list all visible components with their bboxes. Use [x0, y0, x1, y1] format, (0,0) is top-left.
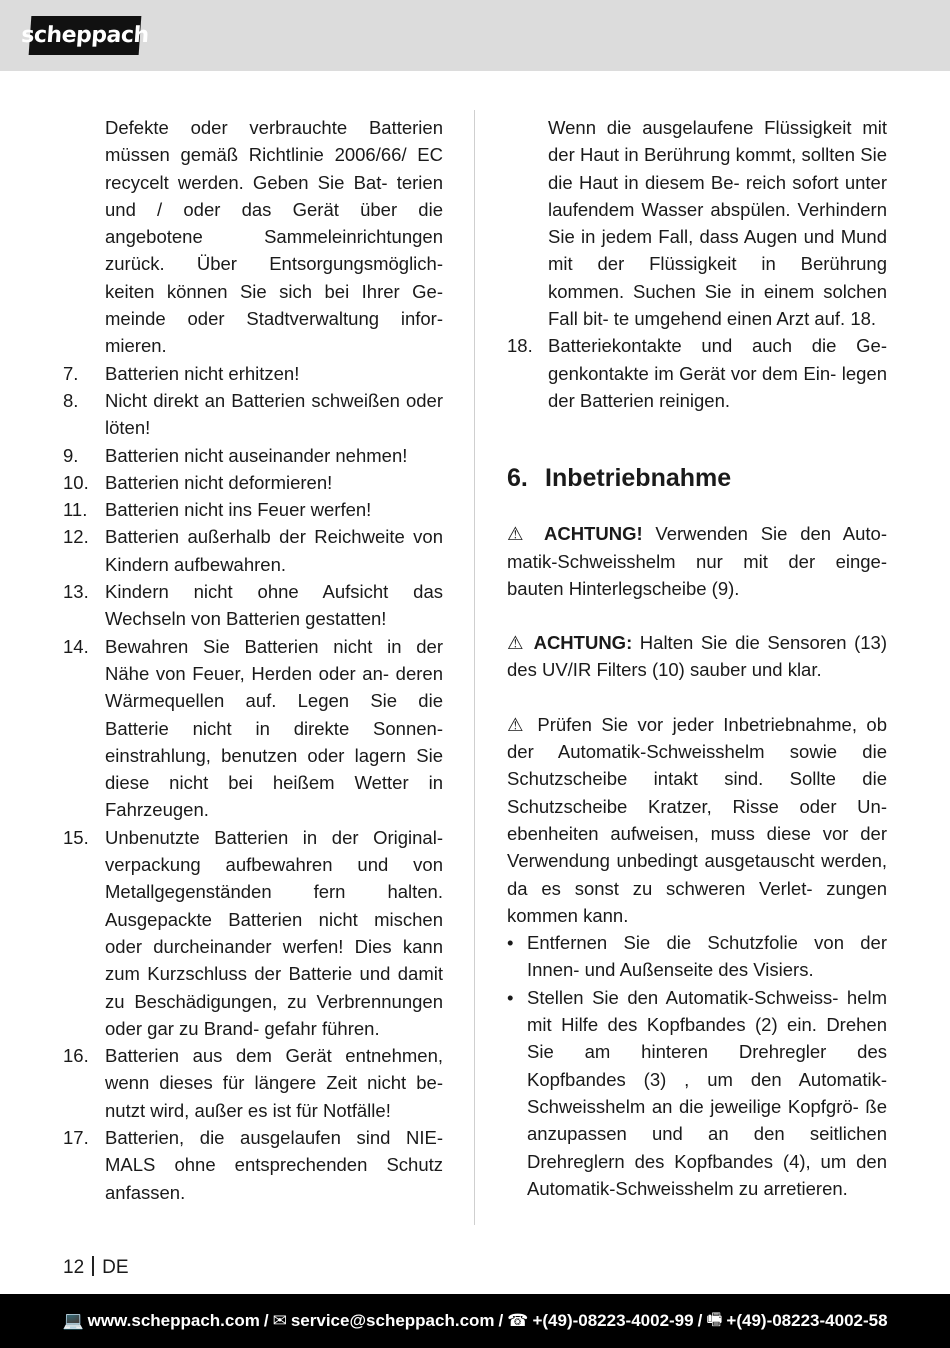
bullet-item — [507, 929, 887, 984]
phone-icon: ☎ — [507, 1311, 529, 1330]
scheppach-logo: scheppach — [29, 16, 142, 55]
item-number: 7. — [63, 362, 79, 384]
item-text: Batterien nicht auseinander nehmen! — [105, 444, 408, 466]
language-code: DE — [102, 1257, 129, 1278]
item-number: 15. — [63, 826, 89, 848]
list-item — [63, 442, 443, 469]
email-link[interactable]: service@scheppach.com — [290, 1311, 495, 1330]
bullet-icon: • — [507, 986, 514, 1008]
separator: / — [263, 1311, 269, 1330]
warning-text: Verwenden Sie den Auto- matik-Schweisshelm nur mit der einge- bauten Hinterlegscheibe (9). — [507, 523, 888, 599]
item-number: 17. — [63, 1126, 89, 1148]
left-column — [63, 114, 443, 1206]
bullet-icon: • — [507, 932, 514, 954]
contact-bar — [0, 1294, 950, 1348]
fax-number: +(49)-08223-4002-58 — [726, 1311, 888, 1330]
warning-triangle-icon: ⚠ — [507, 713, 528, 735]
list-item — [63, 469, 443, 496]
warning-paragraph-3 — [507, 711, 887, 929]
item-number: 13. — [63, 581, 89, 603]
list-item — [63, 496, 443, 523]
list-item — [63, 1124, 443, 1206]
item-number: 18. — [507, 335, 533, 357]
separator: / — [498, 1311, 504, 1330]
item-number: 12. — [63, 526, 89, 548]
item-number: 9. — [63, 444, 79, 466]
column-divider — [474, 110, 475, 1225]
item-text: Bewahren Sie Batterien nicht in der Nähe von Feuer, Herden oder an- deren Wärmequellen auf. Legen Sie die Batterie nicht in direkte Sonnen- einstrahlung, benutzen oder lagern Sie diese nicht bei heißem Wetter in Fahrzeugen. — [105, 635, 443, 821]
item-text: Batterien, die ausgelaufen sind NIE- MALS ohne entsprechenden Schutz anfassen. — [105, 1126, 443, 1203]
page-separator — [92, 1256, 94, 1276]
list-item — [63, 578, 443, 633]
warning-triangle-icon: ⚠ — [507, 523, 532, 545]
bullet-item — [507, 984, 887, 1202]
right-column — [507, 114, 887, 1202]
item-number: 14. — [63, 635, 89, 657]
item-text: Batterien aus dem Gerät entnehmen, wenn dieses für längere Zeit nicht be- nutzt wird, außer es ist für Notfälle! — [105, 1045, 443, 1121]
item-text: Batterien außerhalb der Reichweite von Kindern aufbewahren. — [105, 526, 443, 575]
warning-text: Prüfen Sie vor jeder Inbetriebnahme, ob der Automatik-Schweisshelm sowie die Schutzscheibe intakt sind. Sollte die Schutzscheibe Kratzer, Risse oder Un- ebenheiten aufweisen, muss diese vor der Verwendung unbedingt ausgetauscht werden, da es sonst zu schweren Verlet- zungen kommen kann. — [507, 713, 887, 926]
item-text: Batterien nicht erhitzen! — [105, 362, 300, 384]
website-link[interactable]: www.scheppach.com — [87, 1311, 260, 1330]
list-item — [63, 824, 443, 1042]
phone-number: +(49)-08223-4002-99 — [532, 1311, 694, 1330]
list-item — [63, 633, 443, 824]
section-number: 6. — [507, 464, 528, 493]
section-heading — [507, 462, 887, 494]
bullet-text: Stellen Sie den Automatik-Schweiss- helm mit Hilfe des Kopfbandes (2) ein. Drehen Sie am hinteren Drehregler des Kopfbandes (3) , um den Automatik- Schweisshelm an die jeweilige Kopfgrö- ße anzupassen und an den seitlichen Drehreglern des Kopfbandes (4), um den Automatik-Schweisshelm zu arretieren. — [527, 986, 887, 1199]
warning-triangle-icon: ⚠ — [507, 632, 527, 654]
item-number: 11. — [63, 499, 88, 521]
page-number: 12 — [63, 1257, 85, 1278]
intro-paragraph: Defekte oder verbrauchte Batterien müssen gemäß Richtlinie 2006/66/ EC recycelt werden. Geben Sie Bat- terien und / oder das Gerät über die angebotene Sammeleinrichtungen zurück. Über Entsorgungsmöglich- keiten können Sie sich bei Ihrer Ge- meinde oder Stadtverwaltung infor- mieren. — [105, 117, 443, 357]
mail-icon: ✉ — [272, 1311, 287, 1330]
item-number: 10. — [63, 471, 89, 493]
list-item — [507, 332, 887, 414]
computer-icon: 💻 — [62, 1311, 84, 1330]
item-text: Batterien nicht ins Feuer werfen! — [105, 499, 372, 521]
list-item — [63, 1042, 443, 1124]
warning-label: ACHTUNG! — [543, 523, 643, 545]
fax-icon: 🖷 — [706, 1309, 723, 1329]
item-number: 8. — [63, 389, 79, 411]
separator: / — [697, 1311, 703, 1330]
warning-paragraph-2 — [507, 629, 887, 684]
item-text: Batteriekontakte und auch die Ge- genkontakte im Gerät vor dem Ein- legen der Batterien reinigen. — [548, 335, 887, 411]
list-item — [63, 387, 443, 442]
warning-label: ACHTUNG: — [533, 632, 633, 654]
section-title: Inbetriebnahme — [545, 464, 732, 493]
bullet-text: Entfernen Sie die Schutzfolie von der Innen- und Außenseite des Visiers. — [527, 932, 887, 981]
list-item — [63, 523, 443, 578]
page-footer — [63, 1254, 129, 1282]
item-text: Unbenutzte Batterien in der Original- verpackung aufbewahren und von Metallgegenständen fern halten. Ausgepackte Batterien nicht mischen oder durcheinander werfen! Dies kann zum Kurzschluss der Batterie und damit zu Beschädigungen, zu Verbrennungen oder gar zu Brand- gefahr führen. — [105, 826, 443, 1039]
header-band — [0, 0, 950, 71]
warning-paragraph-1 — [507, 520, 887, 602]
list-item — [63, 360, 443, 387]
item-text: Kindern nicht ohne Aufsicht das Wechseln von Batterien gestatten! — [105, 581, 443, 630]
item-text: Nicht direkt an Batterien schweißen oder löten! — [105, 389, 443, 439]
item17-continuation: Wenn die ausgelaufene Flüssigkeit mit der Haut in Berührung kommt, sollten Sie die Haut in diesem Be- reich sofort unter laufendem Wasser abspülen. Verhindern Sie in jedem Fall, dass Augen und Mund mit der Flüssigkeit in Berührung kommen. Suchen Sie in einem solchen Fall bit- te umgehend einen Arzt auf. 18. — [548, 117, 887, 330]
item-text: Batterien nicht deformieren! — [105, 471, 333, 493]
warning-text: Halten Sie die Sensoren (13) des UV/IR Filters (10) sauber und klar. — [507, 632, 888, 681]
item-number: 16. — [63, 1045, 89, 1067]
